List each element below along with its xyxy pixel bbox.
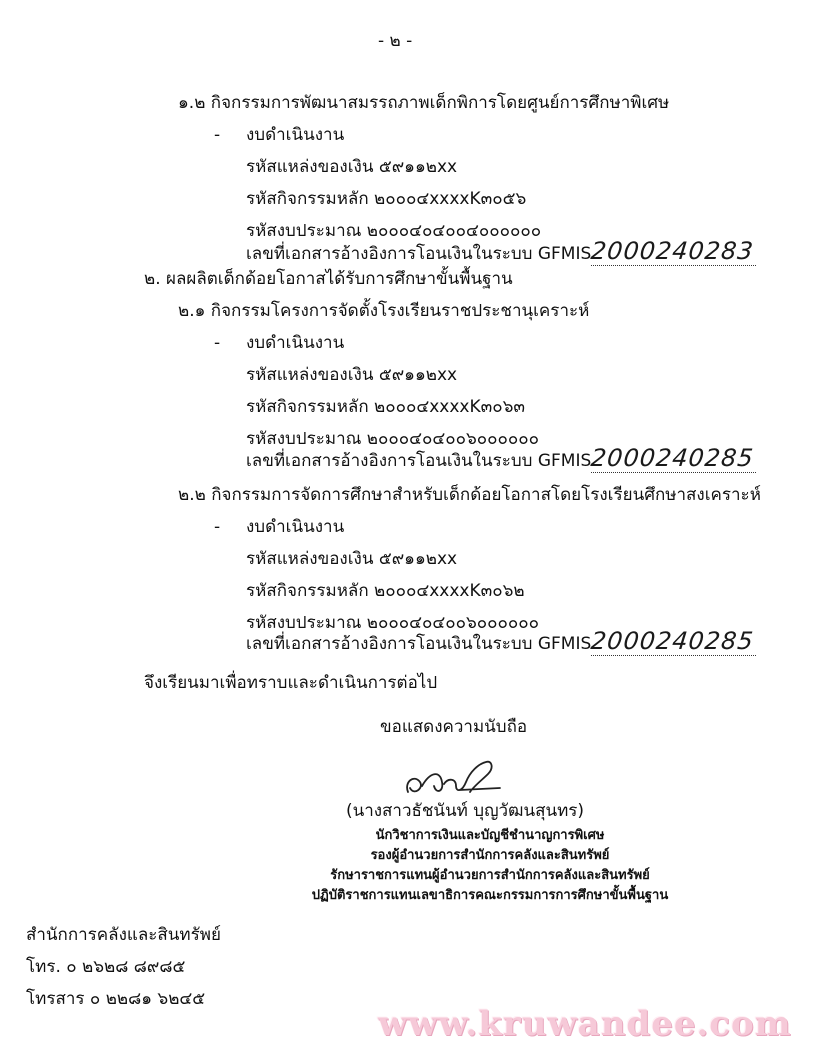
bullet-dash: - — [214, 517, 221, 537]
fund-code: รหัสแหล่งของเงิน ๕๙๑๑๒xx — [246, 549, 458, 569]
gfmis-label: เลขที่เอกสารอ้างอิงการโอนเงินในระบบ GFMIS — [246, 451, 592, 471]
page-number: - ๒ - — [378, 31, 413, 51]
regards-text: ขอแสดงความนับถือ — [380, 717, 528, 737]
office-phone: โทร. ๐ ๒๖๒๘ ๘๙๘๕ — [26, 957, 186, 977]
budget-type: งบดำเนินงาน — [246, 333, 345, 353]
bullet-dash: - — [214, 125, 221, 145]
fund-code: รหัสแหล่งของเงิน ๕๙๑๑๒xx — [246, 157, 458, 177]
activity-code: รหัสกิจกรรมหลัก ๒๐๐๐๔xxxxK๓๐๖๒ — [246, 581, 525, 601]
budget-type: งบดำเนินงาน — [246, 517, 345, 537]
budget-code: รหัสงบประมาณ ๒๐๐๐๔๐๔๐๐๔๐๐๐๐๐๐ — [246, 221, 542, 241]
gfmis-label: เลขที่เอกสารอ้างอิงการโอนเงินในระบบ GFMIS — [246, 634, 592, 654]
signatory-position-4: ปฏิบัติราชการแทนเลขาธิการคณะกรรมการการศึกษาขั้นพื้นฐาน — [311, 888, 669, 903]
activity-code: รหัสกิจกรรมหลัก ๒๐๐๐๔xxxxK๓๐๖๓ — [246, 397, 526, 417]
activity-code: รหัสกิจกรรมหลัก ๒๐๐๐๔xxxxK๓๐๕๖ — [246, 189, 527, 209]
budget-code: รหัสงบประมาณ ๒๐๐๐๔๐๔๐๐๖๐๐๐๐๐๐ — [246, 613, 540, 633]
gfmis-reference-line — [246, 627, 756, 656]
section-heading-2-2: ๒.๒ กิจกรรมการจัดการศึกษาสำหรับเด็กด้อยโอกาสโดยโรงเรียนศึกษาสงเคราะห์ — [178, 485, 761, 505]
budget-code: รหัสงบประมาณ ๒๐๐๐๔๐๔๐๐๖๐๐๐๐๐๐ — [246, 429, 540, 449]
fund-code: รหัสแหล่งของเงิน ๕๙๑๑๒xx — [246, 365, 458, 385]
signatory-position-3: รักษาราชการแทนผู้อำนวยการสำนักการคลังและสินทรัพย์ — [330, 868, 650, 883]
signatory-position-2: รองผู้อำนวยการสำนักการคลังและสินทรัพย์ — [370, 848, 610, 863]
office-fax: โทรสาร ๐ ๒๒๘๑ ๖๒๔๕ — [26, 989, 206, 1009]
section-heading-1-2: ๑.๒ กิจกรรมการพัฒนาสมรรถภาพเด็กพิการโดยศูนย์การศึกษาพิเศษ — [178, 93, 670, 113]
bullet-dash: - — [214, 333, 221, 353]
signatory-name: (นางสาวธัชนันท์ บุญวัฒนสุนทร) — [345, 801, 585, 821]
budget-type: งบดำเนินงาน — [246, 125, 345, 145]
section-heading-2: ๒. ผลผลิตเด็กด้อยโอกาสได้รับการศึกษาขั้นพื้นฐาน — [144, 269, 513, 289]
gfmis-reference-line — [246, 444, 756, 473]
office-name: สำนักการคลังและสินทรัพย์ — [26, 925, 221, 945]
gfmis-handwritten-value: 2000240283 — [589, 237, 756, 265]
gfmis-handwritten-value: 2000240285 — [589, 627, 756, 655]
signatory-position-1: นักวิชาการเงินและบัญชีชำนาญการพิเศษ — [375, 828, 605, 843]
closing-text: จึงเรียนมาเพื่อทราบและดำเนินการต่อไป — [144, 673, 438, 693]
gfmis-handwritten-value: 2000240285 — [589, 444, 756, 472]
signature-scribble — [400, 752, 510, 802]
section-heading-2-1: ๒.๑ กิจกรรมโครงการจัดตั้งโรงเรียนราชประชานุเคราะห์ — [178, 301, 590, 321]
gfmis-label: เลขที่เอกสารอ้างอิงการโอนเงินในระบบ GFMIS — [246, 244, 592, 264]
gfmis-reference-line — [246, 237, 756, 266]
website-watermark: www.kruwandee.com — [378, 1004, 792, 1044]
